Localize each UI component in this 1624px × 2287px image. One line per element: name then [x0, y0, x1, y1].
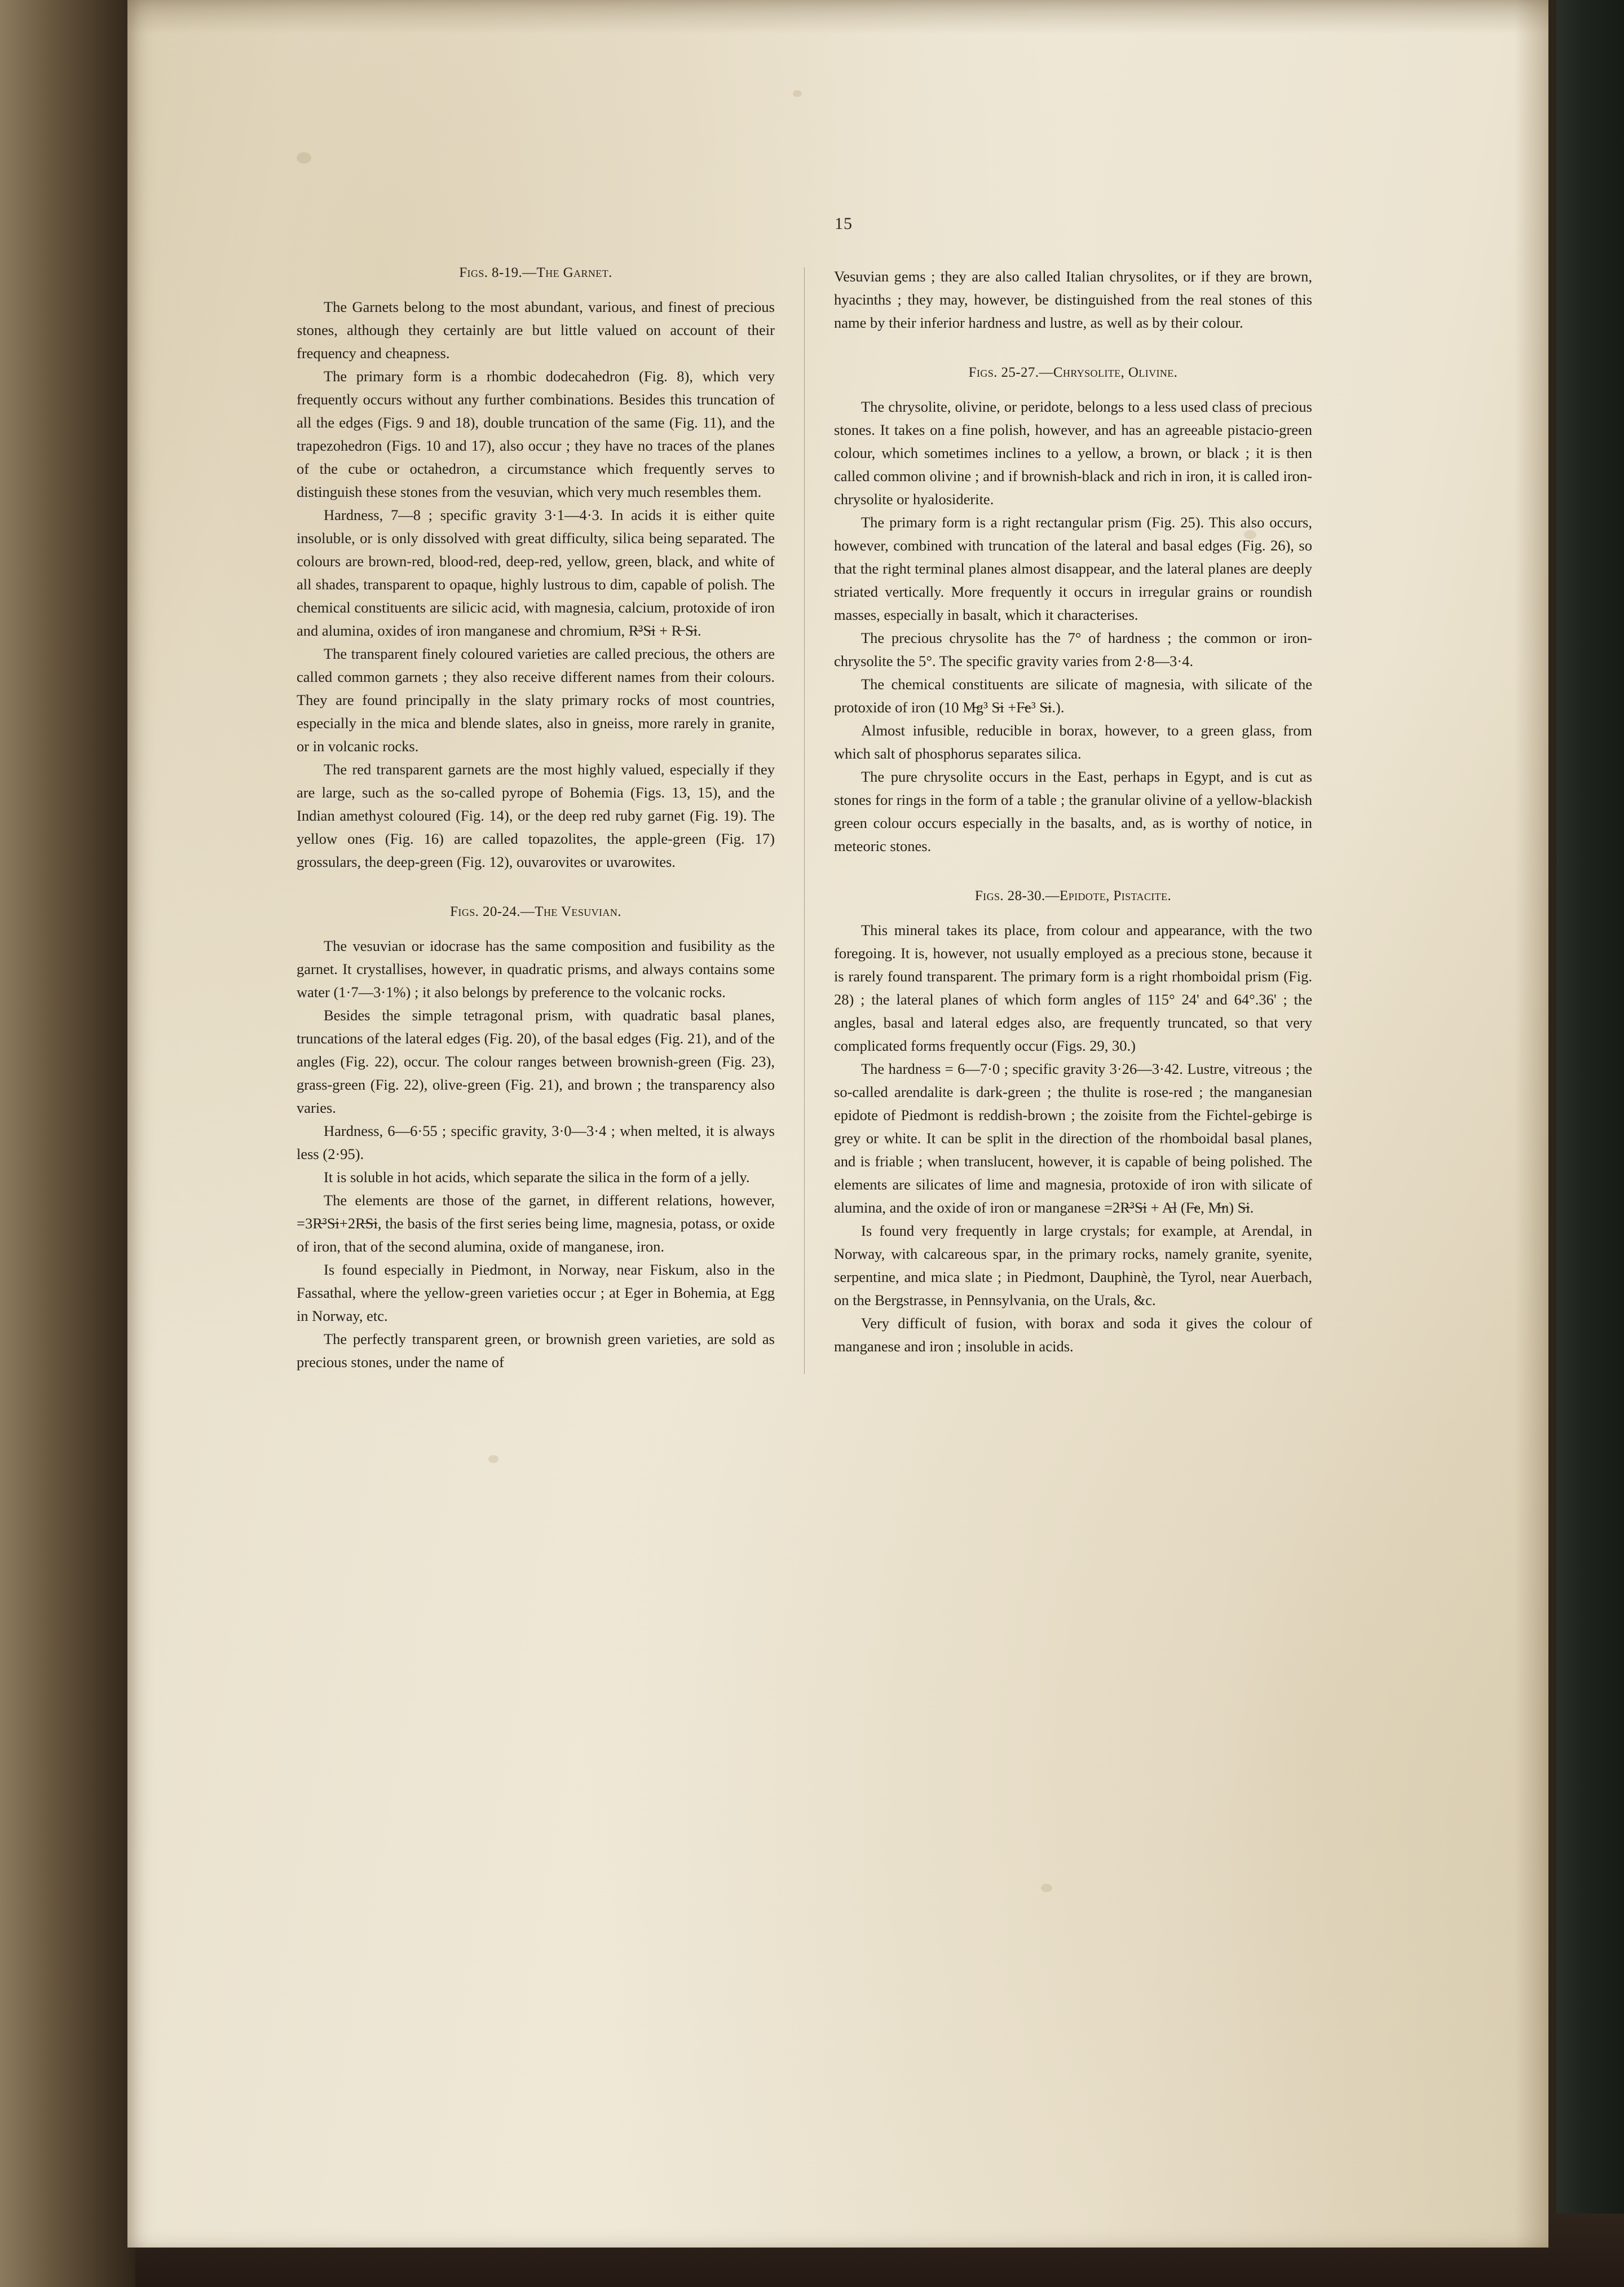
paragraph: Very difficult of fusion, with borax and soda it gives the colour of manganese and iron ; insoluble in acids.	[834, 1315, 1312, 1355]
column-divider-rule	[804, 267, 805, 1374]
paragraph-continued: Vesuvian gems ; they are also called Italian chrysolites, or if they are brown, hyacinths ; they may, however, be distinguished from the real stones of this name by their inferior hardness and lustre, as well as by their colour.	[834, 268, 1312, 331]
paper-speckle	[488, 1455, 498, 1463]
book-gutter	[0, 0, 135, 2287]
paragraph: Almost infusible, reducible in borax, however, to a green glass, from which salt of phosphorus separates silica.	[834, 722, 1312, 762]
paragraph: The chemical constituents are silicate of magnesia, with silicate of the protoxide of iron (10 M̶g³ S̶i +F̶e³ S̶i.).	[834, 676, 1312, 716]
paragraph: The red transparent garnets are the most highly valued, especially if they are large, such as the so-called pyrope of Bohemia (Figs. 13, 15), and the Indian amethyst coloured (Fig. 14), or the deep red ruby garnet (Fig. 19). The yellow ones (Fig. 16) are called topazolites, the apple-green (Fig. 17) grossulars, the deep-green (Fig. 12), ouvarovites or uvarowites.	[297, 761, 775, 870]
section-heading-chrysolite: Figs. 25-27.—Chrysolite, Olivine.	[968, 365, 1178, 380]
column-right	[805, 265, 1312, 1358]
page-number: 15	[835, 214, 853, 233]
paragraph: The elements are those of the garnet, in different relations, however, =3R̶³S̶i+2R̶S̶i, the basis of the first series being lime, magnesia, potass, or oxide of iron, that of the second alumina, oxide of manganese, iron.	[297, 1192, 775, 1255]
paragraph: This mineral takes its place, from colour and appearance, with the two foregoing. It is, however, not usually employed as a precious stone, because it is rarely found transparent. The primary form is a right rhomboidal prism (Fig. 28) ; the lateral planes of which form angles of 115° 24' and 64°.36' ; the angles, basal and lateral edges also, are frequently truncated, so that very complicated forms frequently occur (Figs. 29, 30.)	[834, 922, 1312, 1054]
page-top-shadow	[127, 0, 1548, 34]
paragraph: The precious chrysolite has the 7° of hardness ; the common or iron-chrysolite the 5°. The specific gravity varies from 2·8—3·4.	[834, 629, 1312, 669]
paragraph: The pure chrysolite occurs in the East, perhaps in Egypt, and is cut as stones for rings in the form of a table ; the granular olivine of a yellow-blackish green colour occurs especially in the basalts, and, as is worthy of notice, in meteoric stones.	[834, 768, 1312, 854]
two-column-layout	[297, 265, 1391, 1374]
paragraph: The Garnets belong to the most abundant, various, and finest of precious stones, although they certainly are but little valued on account of their frequency and cheapness.	[297, 298, 775, 362]
section-heading-garnet: Figs. 8-19.—The Garnet.	[459, 265, 612, 280]
paragraph: It is soluble in hot acids, which separate the silica in the form of a jelly.	[324, 1169, 750, 1186]
book-cover-right-edge	[1556, 0, 1624, 2287]
paragraph: The vesuvian or idocrase has the same composition and fusibility as the garnet. It crystallises, however, in quadratic prisms, and always contains some water (1·7—3·1%) ; it also belongs by preference to the volcanic rocks.	[297, 937, 775, 1001]
right-page	[127, 0, 1548, 2248]
paragraph: The chrysolite, olivine, or peridote, belongs to a less used class of precious stones. It takes on a fine polish, however, and has an agreeable pistacio-green colour, which sometimes inclines to a yellow, a brown, or black ; it is then called common olivine ; and if brownish-black and rich in iron, it is called iron-chrysolite or hyalosiderite.	[834, 398, 1312, 508]
paragraph: Hardness, 7—8 ; specific gravity 3·1—4·3. In acids it is either quite insoluble, or is only dissolved with great difficulty, silica being separated. The colours are brown-red, blood-red, deep-red, yellow, green, black, and white of all shades, transparent to opaque, highly lustrous to dim, capable of polish. The chemical constituents are silicic acid, with magnesia, calcium, protoxide of iron and alumina, oxides of iron manganese and chromium, R̶³S̶i + R̶ S̶i.	[297, 506, 775, 639]
paragraph: Besides the simple tetragonal prism, with quadratic basal planes, truncations of the lateral edges (Fig. 20), of the basal edges (Fig. 21), and of the angles (Fig. 22), occur. The colour ranges between brownish-green (Fig. 23), grass-green (Fig. 22), olive-green (Fig. 21), and brown ; the transparency also varies.	[297, 1007, 775, 1116]
paragraph: The transparent finely coloured varieties are called precious, the others are called common garnets ; they also receive different names from their colours. They are found principally in the slaty primary rocks of most countries, especially in the mica and blende slates, also in gneiss, more rarely in granite, or in volcanic rocks.	[297, 645, 775, 755]
paragraph: The primary form is a rhombic dodecahedron (Fig. 8), which very frequently occurs without any further combinations. Besides this truncation of all the edges (Figs. 9 and 18), double truncation of the same (Fig. 11), and the trapezohedron (Figs. 10 and 17), also occur ; they have no traces of the planes of the cube or octahedron, a circumstance which frequently serves to distinguish these stones from the vesuvian, which very much resembles them.	[297, 368, 775, 500]
paragraph: The hardness = 6—7·0 ; specific gravity 3·26—3·42. Lustre, vitreous ; the so-called arendalite is dark-green ; the thulite is rose-red ; the manganesian epidote of Piedmont is reddish-brown ; the zoisite from the Fichtel-gebirge is grey or white. It can be split in the direction of the rhomboidal basal planes, and is friable ; when translucent, however, it is capable of being polished. The elements are silicates of lime and magnesia, protoxide of iron with silicate of alumina, and the oxide of iron or manganese =2R̶³S̶i + A̶l (F̶e, M̶n) S̶i.	[834, 1060, 1312, 1216]
paragraph: Is found especially in Piedmont, in Norway, near Fiskum, also in the Fassathal, where the yellow-green varieties occur ; at Eger in Bohemia, at Egg in Norway, etc.	[297, 1261, 775, 1324]
column-left	[297, 265, 804, 1374]
section-heading-epidote: Figs. 28-30.—Epidote, Pistacite.	[974, 888, 1172, 904]
paragraph: The primary form is a right rectangular prism (Fig. 25). This also occurs, however, combined with truncation of the lateral and basal edges (Fig. 26), so that the right terminal planes almost disappear, and the lateral planes are deeply striated vertically. More frequently it occurs in irregular grains or roundish masses, especially in basalt, which it characterises.	[834, 514, 1312, 623]
paper-speckle	[793, 90, 802, 97]
paper-speckle	[1041, 1884, 1052, 1892]
paragraph: Is found very frequently in large crystals; for example, at Arendal, in Norway, with calcareous spar, in the primary rocks, namely granite, syenite, serpentine, and mica slate ; in Piedmont, Dauphinè, the Tyrol, near Auerbach, on the Bergstrasse, in Pennsylvania, on the Urals, &c.	[834, 1222, 1312, 1308]
page-edge-shadow	[1515, 0, 1548, 2248]
paragraph: Hardness, 6—6·55 ; specific gravity, 3·0—3·4 ; when melted, it is always less (2·95).	[297, 1122, 775, 1162]
paragraph: The perfectly transparent green, or brownish green varieties, are sold as precious stones, under the name of	[297, 1330, 775, 1371]
page-content	[297, 214, 1391, 1374]
paper-speckle	[297, 152, 311, 164]
section-heading-vesuvian: Figs. 20-24.—The Vesuvian.	[450, 904, 621, 919]
